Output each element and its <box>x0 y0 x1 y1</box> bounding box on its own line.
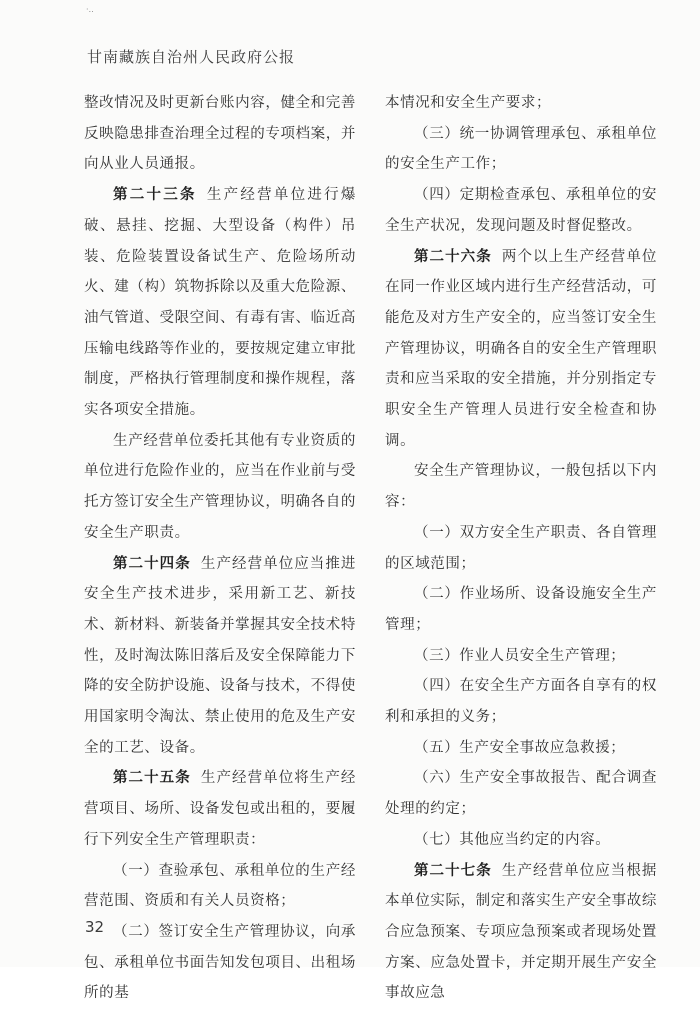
article-paragraph <box>84 549 356 764</box>
paragraph-text: 整改情况及时更新台账内容，健全和完善反映隐患排查治理全过程的专项档案，并向从业人员通报。 <box>84 95 356 173</box>
left-column <box>84 88 356 1009</box>
paragraph-text: （四）在安全生产方面各自享有的权利和承担的义务； <box>385 678 657 726</box>
paragraph <box>385 180 657 241</box>
paragraph-text: 两个以上生产经营单位在同一作业区域内进行生产经营活动，可能危及对方生产安全的，应当签订安全生产管理协议，明确各自的安全生产管理职责和应当采取的安全措施，并分别指定专职安全生产管理人员进行安全检查和协调。 <box>385 248 658 449</box>
paragraph <box>385 518 657 579</box>
article-number: 第二十四条 <box>113 555 191 572</box>
paragraph <box>385 119 657 180</box>
paragraph <box>84 856 356 917</box>
paragraph-text: 生产经营单位将生产经营项目、场所、设备发包或出租的，要履行下列安全生产管理职责： <box>84 770 357 848</box>
paragraph-text: （三）作业人员安全生产管理； <box>414 647 626 664</box>
paragraph <box>84 88 356 180</box>
paragraph <box>385 641 657 672</box>
paragraph-text: 生产经营单位进行爆破、悬挂、挖掘、大型设备（构件）吊装、危险装置设备试生产、危险场所动火、建（构）筑物拆除以及重大危险源、油气管道、受限空间、有毒有害、临近高压输电线路等作业的，要按规定建立审批制度，严格执行管理制度和操作规程，落实各项安全措施。 <box>84 187 357 419</box>
article-number: 第二十五条 <box>113 770 191 787</box>
paragraph-text: 生产经营单位应当推进安全生产技术进步，采用新工艺、新技术、新材料、新装备并掌握其安全技术特性，及时淘汰陈旧落后及安全保障能力下降的安全防护设施、设备与技术，不得使用国家明令淘汰、禁止使用的危及生产安全的工艺、设备。 <box>84 555 357 756</box>
paragraph <box>385 671 657 732</box>
paragraph-text: 生产经营单位委托其他有专业资质的单位进行危险作业的，应当在作业前与受托方签订安全生产管理协议，明确各自的安全生产职责。 <box>84 432 356 541</box>
paragraph-text: 生产经营单位应当根据本单位实际，制定和落实生产安全事故综合应急预案、专项应急预案或者现场处置方案、应急处置卡，并定期开展生产安全事故应急 <box>385 862 658 1002</box>
right-column <box>385 88 657 1009</box>
paragraph <box>385 88 657 119</box>
paragraph <box>385 825 657 856</box>
paragraph-text: 本情况和安全生产要求； <box>385 95 552 111</box>
paragraph-text: （七）其他应当约定的内容。 <box>414 831 611 848</box>
paragraph-text: （二）签订安全生产管理协议，向承包、承租单位书面告知发包项目、出租场所的基 <box>84 923 356 1002</box>
paragraph-text: （一）双方安全生产职责、各自管理的区域范围； <box>385 524 657 572</box>
paragraph-text: （一）查验承包、承租单位的生产经营范围、资质和有关人员资格； <box>84 862 356 910</box>
paragraph <box>84 426 356 549</box>
article-number: 第二十七条 <box>414 862 492 879</box>
page-header: 甘南藏族自治州人民政府公报 <box>87 48 296 66</box>
paragraph-text: （三）统一协调管理承包、承租单位的安全生产工作； <box>385 125 657 173</box>
page-number: 32 <box>85 918 105 936</box>
article-paragraph <box>84 763 356 855</box>
paragraph-text: （二）作业场所、设备设施安全生产管理； <box>385 586 657 633</box>
paragraph-text: （五）生产安全事故应急救援； <box>414 739 626 756</box>
article-paragraph <box>84 180 356 426</box>
paragraph-text: （四）定期检查承包、承租单位的安全生产状况，发现问题及时督促整改。 <box>385 187 657 234</box>
paragraph-text: （六）生产安全事故报告、配合调查处理的约定； <box>385 770 657 818</box>
paragraph <box>385 763 657 824</box>
article-number: 第二十三条 <box>113 187 197 204</box>
paragraph <box>385 733 657 764</box>
paragraph-text: 安全生产管理协议，一般包括以下内容： <box>385 463 657 511</box>
paragraph <box>385 579 657 640</box>
article-number: 第二十六条 <box>414 248 492 265</box>
paragraph <box>385 456 657 517</box>
article-paragraph <box>385 242 657 457</box>
article-paragraph <box>385 856 657 1009</box>
scan-mark: ·‥ <box>86 5 94 14</box>
paragraph <box>84 917 356 1009</box>
